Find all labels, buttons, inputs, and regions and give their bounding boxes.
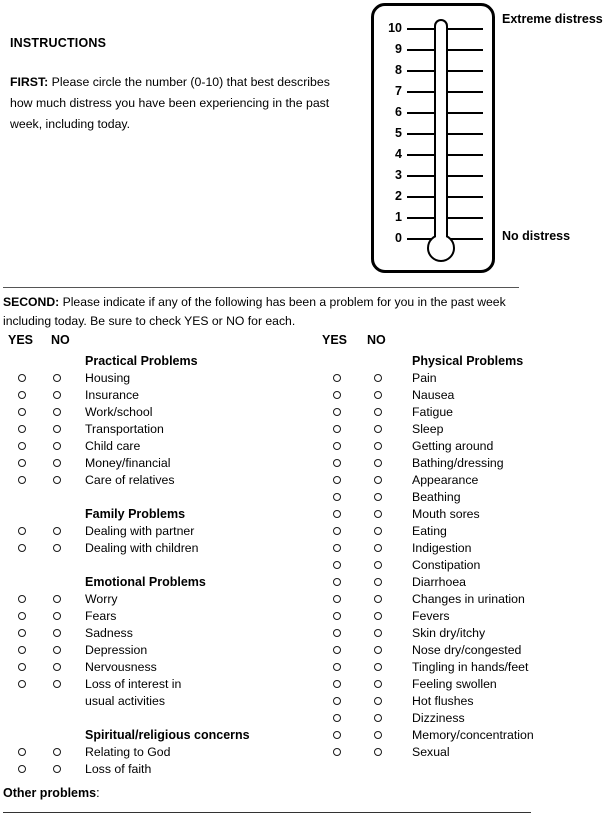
item-label-loss-of-interest: Loss of interest in: [85, 677, 182, 691]
item-label-changes-in-urination: Changes in urination: [412, 592, 525, 606]
left-problem-column: [6, 333, 306, 778]
item-label-dizziness: Dizziness: [412, 711, 465, 725]
item-label-bathing-dressing: Bathing/dressing: [412, 456, 504, 470]
radio-yes-sleep[interactable]: [333, 425, 341, 433]
radio-no-sadness[interactable]: [53, 629, 61, 637]
radio-yes-money-financial[interactable]: [18, 459, 26, 467]
radio-yes-bathing-dressing[interactable]: [333, 459, 341, 467]
right-yes-header: YES: [322, 333, 348, 347]
radio-no-worry[interactable]: [53, 595, 61, 603]
item-row-transportation[interactable]: [6, 421, 306, 438]
radio-yes-loss-of-interest[interactable]: [18, 680, 26, 688]
group-title-family-problems: Family Problems: [85, 507, 186, 521]
thermometer-tube-icon: [434, 19, 448, 237]
radio-no-tingling-in-hands-feet[interactable]: [374, 663, 382, 671]
item-row-getting-around[interactable]: [320, 438, 600, 455]
item-label-care-of-relatives: Care of relatives: [85, 473, 175, 487]
radio-yes-nose-dry-congested[interactable]: [333, 646, 341, 654]
second-instruction-text: Please indicate if any of the following has been a problem for you in the past week including today. Be sure to check YES or NO for each.: [3, 295, 506, 328]
item-row-pain[interactable]: [320, 370, 600, 387]
item-row-housing[interactable]: [6, 370, 306, 387]
thermometer-tube-bulb-join: [436, 234, 446, 242]
radio-no-constipation[interactable]: [374, 561, 382, 569]
item-row-loss-of-interest-continuation: [6, 693, 306, 710]
first-instruction-paragraph: [10, 72, 340, 135]
instructions-heading: INSTRUCTIONS: [10, 36, 107, 50]
item-label-memory-concentration: Memory/concentration: [412, 728, 534, 742]
thermometer-scale-area: 10 9 8 7 6 5 4 3 2 1 0: [374, 6, 492, 270]
item-row-depression[interactable]: [6, 642, 306, 659]
radio-yes-sadness[interactable]: [18, 629, 26, 637]
item-row-nausea[interactable]: [320, 387, 600, 404]
item-label-worry: Worry: [85, 592, 118, 606]
item-label-eating: Eating: [412, 524, 447, 538]
radio-no-fatigue[interactable]: [374, 408, 382, 416]
radio-no-hot-flushes[interactable]: [374, 697, 382, 705]
item-row-nervousness[interactable]: [6, 659, 306, 676]
item-label-indigestion: Indigestion: [412, 541, 472, 555]
item-label-constipation: Constipation: [412, 558, 481, 572]
item-row-constipation[interactable]: [320, 557, 600, 574]
item-label-beathing: Beathing: [412, 490, 461, 504]
second-section: [3, 293, 533, 331]
item-label-sleep: Sleep: [412, 422, 444, 436]
radio-yes-mouth-sores[interactable]: [333, 510, 341, 518]
radio-yes-memory-concentration[interactable]: [333, 731, 341, 739]
radio-yes-depression[interactable]: [18, 646, 26, 654]
radio-no-work-school[interactable]: [53, 408, 61, 416]
radio-yes-fatigue[interactable]: [333, 408, 341, 416]
radio-no-housing[interactable]: [53, 374, 61, 382]
radio-yes-child-care[interactable]: [18, 442, 26, 450]
item-label-dealing-with-partner: Dealing with partner: [85, 524, 195, 538]
radio-yes-care-of-relatives[interactable]: [18, 476, 26, 484]
item-label-nervousness: Nervousness: [85, 660, 157, 674]
item-label-pain: Pain: [412, 371, 437, 385]
radio-yes-appearance[interactable]: [333, 476, 341, 484]
radio-no-transportation[interactable]: [53, 425, 61, 433]
group-spacer-after-practical: [6, 489, 306, 506]
item-row-skin-dry-itchy[interactable]: [320, 625, 600, 642]
group-title-emotional-problems: Emotional Problems: [85, 575, 206, 589]
radio-yes-relating-to-god[interactable]: [18, 748, 26, 756]
radio-yes-diarrhoea[interactable]: [333, 578, 341, 586]
radio-yes-transportation[interactable]: [18, 425, 26, 433]
item-label-feeling-swollen: Feeling swollen: [412, 677, 497, 691]
radio-yes-changes-in-urination[interactable]: [333, 595, 341, 603]
item-row-work-school[interactable]: [6, 404, 306, 421]
other-problems-lead: Other problems: [3, 786, 97, 800]
item-row-indigestion[interactable]: [320, 540, 600, 557]
other-problems-write-in-line[interactable]: [3, 812, 531, 813]
radio-no-eating[interactable]: [374, 527, 382, 535]
item-row-sexual[interactable]: [320, 744, 600, 761]
radio-no-fears[interactable]: [53, 612, 61, 620]
radio-yes-insurance[interactable]: [18, 391, 26, 399]
item-label-tingling-in-hands-feet: Tingling in hands/feet: [412, 660, 529, 674]
radio-yes-skin-dry-itchy[interactable]: [333, 629, 341, 637]
radio-yes-sexual[interactable]: [333, 748, 341, 756]
group-spacer-after-emotional: [6, 710, 306, 727]
other-problems-colon: :: [96, 786, 100, 800]
item-row-tingling-in-hands-feet[interactable]: [320, 659, 600, 676]
radio-no-getting-around[interactable]: [374, 442, 382, 450]
radio-no-diarrhoea[interactable]: [374, 578, 382, 586]
item-label-work-school: Work/school: [85, 405, 153, 419]
item-row-fevers[interactable]: [320, 608, 600, 625]
radio-no-depression[interactable]: [53, 646, 61, 654]
item-row-fears[interactable]: [6, 608, 306, 625]
item-row-insurance[interactable]: [6, 387, 306, 404]
radio-yes-loss-of-faith[interactable]: [18, 765, 26, 773]
item-row-care-of-relatives[interactable]: [6, 472, 306, 489]
item-label-fears: Fears: [85, 609, 117, 623]
second-instruction-paragraph: [3, 293, 533, 331]
radio-no-feeling-swollen[interactable]: [374, 680, 382, 688]
first-instruction-lead: FIRST:: [10, 75, 49, 89]
item-label-skin-dry-itchy: Skin dry/itchy: [412, 626, 486, 640]
item-row-loss-of-interest[interactable]: [6, 676, 306, 693]
radio-no-nose-dry-congested[interactable]: [374, 646, 382, 654]
radio-no-dealing-with-children[interactable]: [53, 544, 61, 552]
radio-yes-pain[interactable]: [333, 374, 341, 382]
radio-yes-nervousness[interactable]: [18, 663, 26, 671]
group-spacer-after-family: [6, 557, 306, 574]
radio-no-money-financial[interactable]: [53, 459, 61, 467]
item-label-fevers: Fevers: [412, 609, 450, 623]
item-row-money-financial[interactable]: [6, 455, 306, 472]
item-label-appearance: Appearance: [412, 473, 479, 487]
right-no-header: NO: [367, 333, 386, 347]
radio-yes-housing[interactable]: [18, 374, 26, 382]
item-row-beathing[interactable]: [320, 489, 600, 506]
item-label-fatigue: Fatigue: [412, 405, 454, 419]
item-label-sexual: Sexual: [412, 745, 450, 759]
radio-no-nervousness[interactable]: [53, 663, 61, 671]
radio-yes-worry[interactable]: [18, 595, 26, 603]
left-yes-header: YES: [8, 333, 34, 347]
item-row-eating[interactable]: [320, 523, 600, 540]
item-label-loss-of-interest-continuation: usual activities: [85, 694, 165, 708]
item-row-relating-to-god[interactable]: [6, 744, 306, 761]
distress-thermometer-scale[interactable]: [371, 3, 495, 273]
item-label-insurance: Insurance: [85, 388, 140, 402]
item-row-dealing-with-children[interactable]: [6, 540, 306, 557]
item-label-hot-flushes: Hot flushes: [412, 694, 474, 708]
radio-no-indigestion[interactable]: [374, 544, 382, 552]
group-title-physical-problems: Physical Problems: [412, 354, 524, 368]
item-label-relating-to-god: Relating to God: [85, 745, 171, 759]
item-row-appearance[interactable]: [320, 472, 600, 489]
item-row-bathing-dressing[interactable]: [320, 455, 600, 472]
radio-yes-nausea[interactable]: [333, 391, 341, 399]
item-row-diarrhoea[interactable]: [320, 574, 600, 591]
radio-no-memory-concentration[interactable]: [374, 731, 382, 739]
radio-no-mouth-sores[interactable]: [374, 510, 382, 518]
second-instruction-lead: SECOND:: [3, 295, 60, 309]
radio-no-nausea[interactable]: [374, 391, 382, 399]
item-label-money-financial: Money/financial: [85, 456, 171, 470]
right-problem-column: [320, 333, 600, 761]
radio-no-dealing-with-partner[interactable]: [53, 527, 61, 535]
radio-no-skin-dry-itchy[interactable]: [374, 629, 382, 637]
instructions-section: [10, 36, 340, 135]
item-row-child-care[interactable]: [6, 438, 306, 455]
radio-yes-dealing-with-children[interactable]: [18, 544, 26, 552]
radio-no-loss-of-interest[interactable]: [53, 680, 61, 688]
radio-no-changes-in-urination[interactable]: [374, 595, 382, 603]
radio-no-sleep[interactable]: [374, 425, 382, 433]
radio-no-beathing[interactable]: [374, 493, 382, 501]
item-row-sleep[interactable]: [320, 421, 600, 438]
radio-yes-indigestion[interactable]: [333, 544, 341, 552]
radio-no-appearance[interactable]: [374, 476, 382, 484]
radio-yes-work-school[interactable]: [18, 408, 26, 416]
group-title-practical-problems: Practical Problems: [85, 354, 198, 368]
item-label-getting-around: Getting around: [412, 439, 494, 453]
item-row-dealing-with-partner[interactable]: [6, 523, 306, 540]
item-row-mouth-sores[interactable]: [320, 506, 600, 523]
first-instruction-text: Please circle the number (0-10) that best describes how much distress you have been experiencing in the past week, including today.: [10, 75, 330, 131]
radio-no-relating-to-god[interactable]: [53, 748, 61, 756]
item-label-nose-dry-congested: Nose dry/congested: [412, 643, 522, 657]
radio-no-pain[interactable]: [374, 374, 382, 382]
item-row-nose-dry-congested[interactable]: [320, 642, 600, 659]
item-row-hot-flushes[interactable]: [320, 693, 600, 710]
other-problems-section: [3, 786, 543, 800]
radio-yes-tingling-in-hands-feet[interactable]: [333, 663, 341, 671]
item-label-depression: Depression: [85, 643, 148, 657]
radio-yes-fevers[interactable]: [333, 612, 341, 620]
item-label-diarrhoea: Diarrhoea: [412, 575, 466, 589]
radio-no-fevers[interactable]: [374, 612, 382, 620]
radio-no-loss-of-faith[interactable]: [53, 765, 61, 773]
item-label-transportation: Transportation: [85, 422, 164, 436]
radio-yes-feeling-swollen[interactable]: [333, 680, 341, 688]
radio-yes-dealing-with-partner[interactable]: [18, 527, 26, 535]
radio-yes-fears[interactable]: [18, 612, 26, 620]
radio-no-care-of-relatives[interactable]: [53, 476, 61, 484]
item-row-fatigue[interactable]: [320, 404, 600, 421]
item-label-housing: Housing: [85, 371, 131, 385]
item-row-memory-concentration[interactable]: [320, 727, 600, 744]
section-divider: [3, 287, 519, 288]
item-label-nausea: Nausea: [412, 388, 455, 402]
radio-yes-beathing[interactable]: [333, 493, 341, 501]
left-no-header: NO: [51, 333, 70, 347]
item-label-loss-of-faith: Loss of faith: [85, 762, 152, 776]
item-row-loss-of-faith[interactable]: [6, 761, 306, 778]
radio-yes-constipation[interactable]: [333, 561, 341, 569]
extreme-distress-label: Extreme distress: [502, 12, 603, 26]
item-row-changes-in-urination[interactable]: [320, 591, 600, 608]
item-label-child-care: Child care: [85, 439, 141, 453]
item-row-dizziness[interactable]: [320, 710, 600, 727]
item-label-mouth-sores: Mouth sores: [412, 507, 480, 521]
radio-no-sexual[interactable]: [374, 748, 382, 756]
radio-yes-dizziness[interactable]: [333, 714, 341, 722]
left-column-header: [6, 333, 306, 353]
item-row-worry[interactable]: [6, 591, 306, 608]
right-column-header: [320, 333, 600, 353]
item-label-dealing-with-children: Dealing with children: [85, 541, 199, 555]
radio-yes-getting-around[interactable]: [333, 442, 341, 450]
radio-no-child-care[interactable]: [53, 442, 61, 450]
item-row-sadness[interactable]: [6, 625, 306, 642]
radio-yes-eating[interactable]: [333, 527, 341, 535]
other-problems-label: [3, 786, 543, 800]
radio-yes-hot-flushes[interactable]: [333, 697, 341, 705]
item-label-sadness: Sadness: [85, 626, 133, 640]
group-title-spiritual-religious-concerns: Spiritual/religious concerns: [85, 728, 250, 742]
radio-no-dizziness[interactable]: [374, 714, 382, 722]
item-row-feeling-swollen[interactable]: [320, 676, 600, 693]
radio-no-insurance[interactable]: [53, 391, 61, 399]
no-distress-label: No distress: [502, 229, 571, 243]
radio-no-bathing-dressing[interactable]: [374, 459, 382, 467]
